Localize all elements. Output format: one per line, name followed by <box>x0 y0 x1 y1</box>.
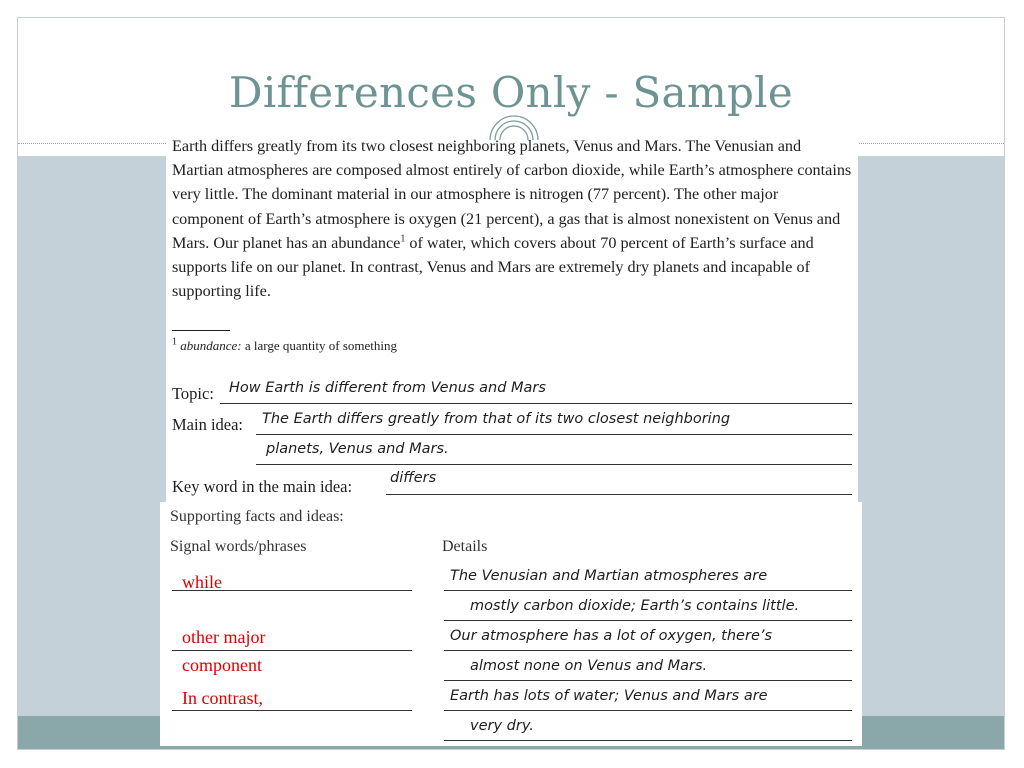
reading-passage <box>172 134 852 303</box>
detail-line <box>444 650 852 651</box>
detail-2-line1: Our atmosphere has a lot of oxygen, there’s <box>450 628 773 644</box>
footnote-rule <box>172 330 230 331</box>
signal-word-2-line2: component <box>182 655 262 675</box>
signal-word-2-line1: other major <box>182 627 266 647</box>
detail-3-line1: Earth has lots of water; Venus and Mars are <box>450 688 768 704</box>
detail-line <box>444 680 852 681</box>
signal-word-3: In contrast, <box>182 688 263 708</box>
details-header: Details <box>442 538 488 555</box>
footnote-definition: a large quantity of something <box>241 338 397 353</box>
main-idea-line-1 <box>256 434 852 435</box>
detail-3-line2: very dry. <box>470 718 534 734</box>
passage-text-continued: of water, which covers about 70 percent of Earth’s surface and supports life on our planet. In contrast, Venus and Mars are extremely dry planets and incapable of supporting life. <box>172 233 814 301</box>
signal-line-3 <box>172 710 412 711</box>
main-idea-answer-line2: planets, Venus and Mars. <box>266 441 449 457</box>
footnote <box>172 338 397 354</box>
signal-word-1: while <box>182 572 222 592</box>
footnote-marker: 1 <box>400 233 406 245</box>
topic-answer: How Earth is different from Venus and Mars <box>229 380 546 396</box>
topic-label: Topic: <box>172 384 214 403</box>
main-idea-answer-line1: The Earth differs greatly from that of its two closest neighboring <box>262 411 731 427</box>
detail-1-line2: mostly carbon dioxide; Earth’s contains little. <box>470 598 800 614</box>
topic-answer-line <box>220 403 852 404</box>
footnote-number: 1 <box>172 336 177 348</box>
key-word-answer: differs <box>390 470 437 486</box>
detail-line <box>444 740 852 741</box>
signal-line-2 <box>172 650 412 651</box>
detail-1-line1: The Venusian and Martian atmospheres are <box>450 568 768 584</box>
main-idea-line-2 <box>256 464 852 465</box>
main-idea-label: Main idea: <box>172 415 244 434</box>
signal-words-header: Signal words/phrases <box>170 538 307 555</box>
passage-text: Earth differs greatly from its two closest neighboring planets, Venus and Mars. The Venusian and Martian atmospheres are composed almost entirely of carbon dioxide, while Earth’s atmosphere contains very little. The dominant material in our atmosphere is nitrogen (77 percent). The other major component of Earth’s atmosphere is oxygen (21 percent), a gas that is almost nonexistent on Venus and Mars. Our planet has an abundance <box>172 137 852 252</box>
detail-line <box>444 590 852 591</box>
footnote-term: abundance: <box>180 338 242 353</box>
slide-title: Differences Only - Sample <box>228 68 794 117</box>
key-word-label: Key word in the main idea: <box>172 477 353 496</box>
detail-line <box>444 710 852 711</box>
detail-2-line2: almost none on Venus and Mars. <box>470 658 708 674</box>
key-word-line <box>386 494 852 495</box>
detail-line <box>444 620 852 621</box>
supporting-heading: Supporting facts and ideas: <box>170 508 344 525</box>
